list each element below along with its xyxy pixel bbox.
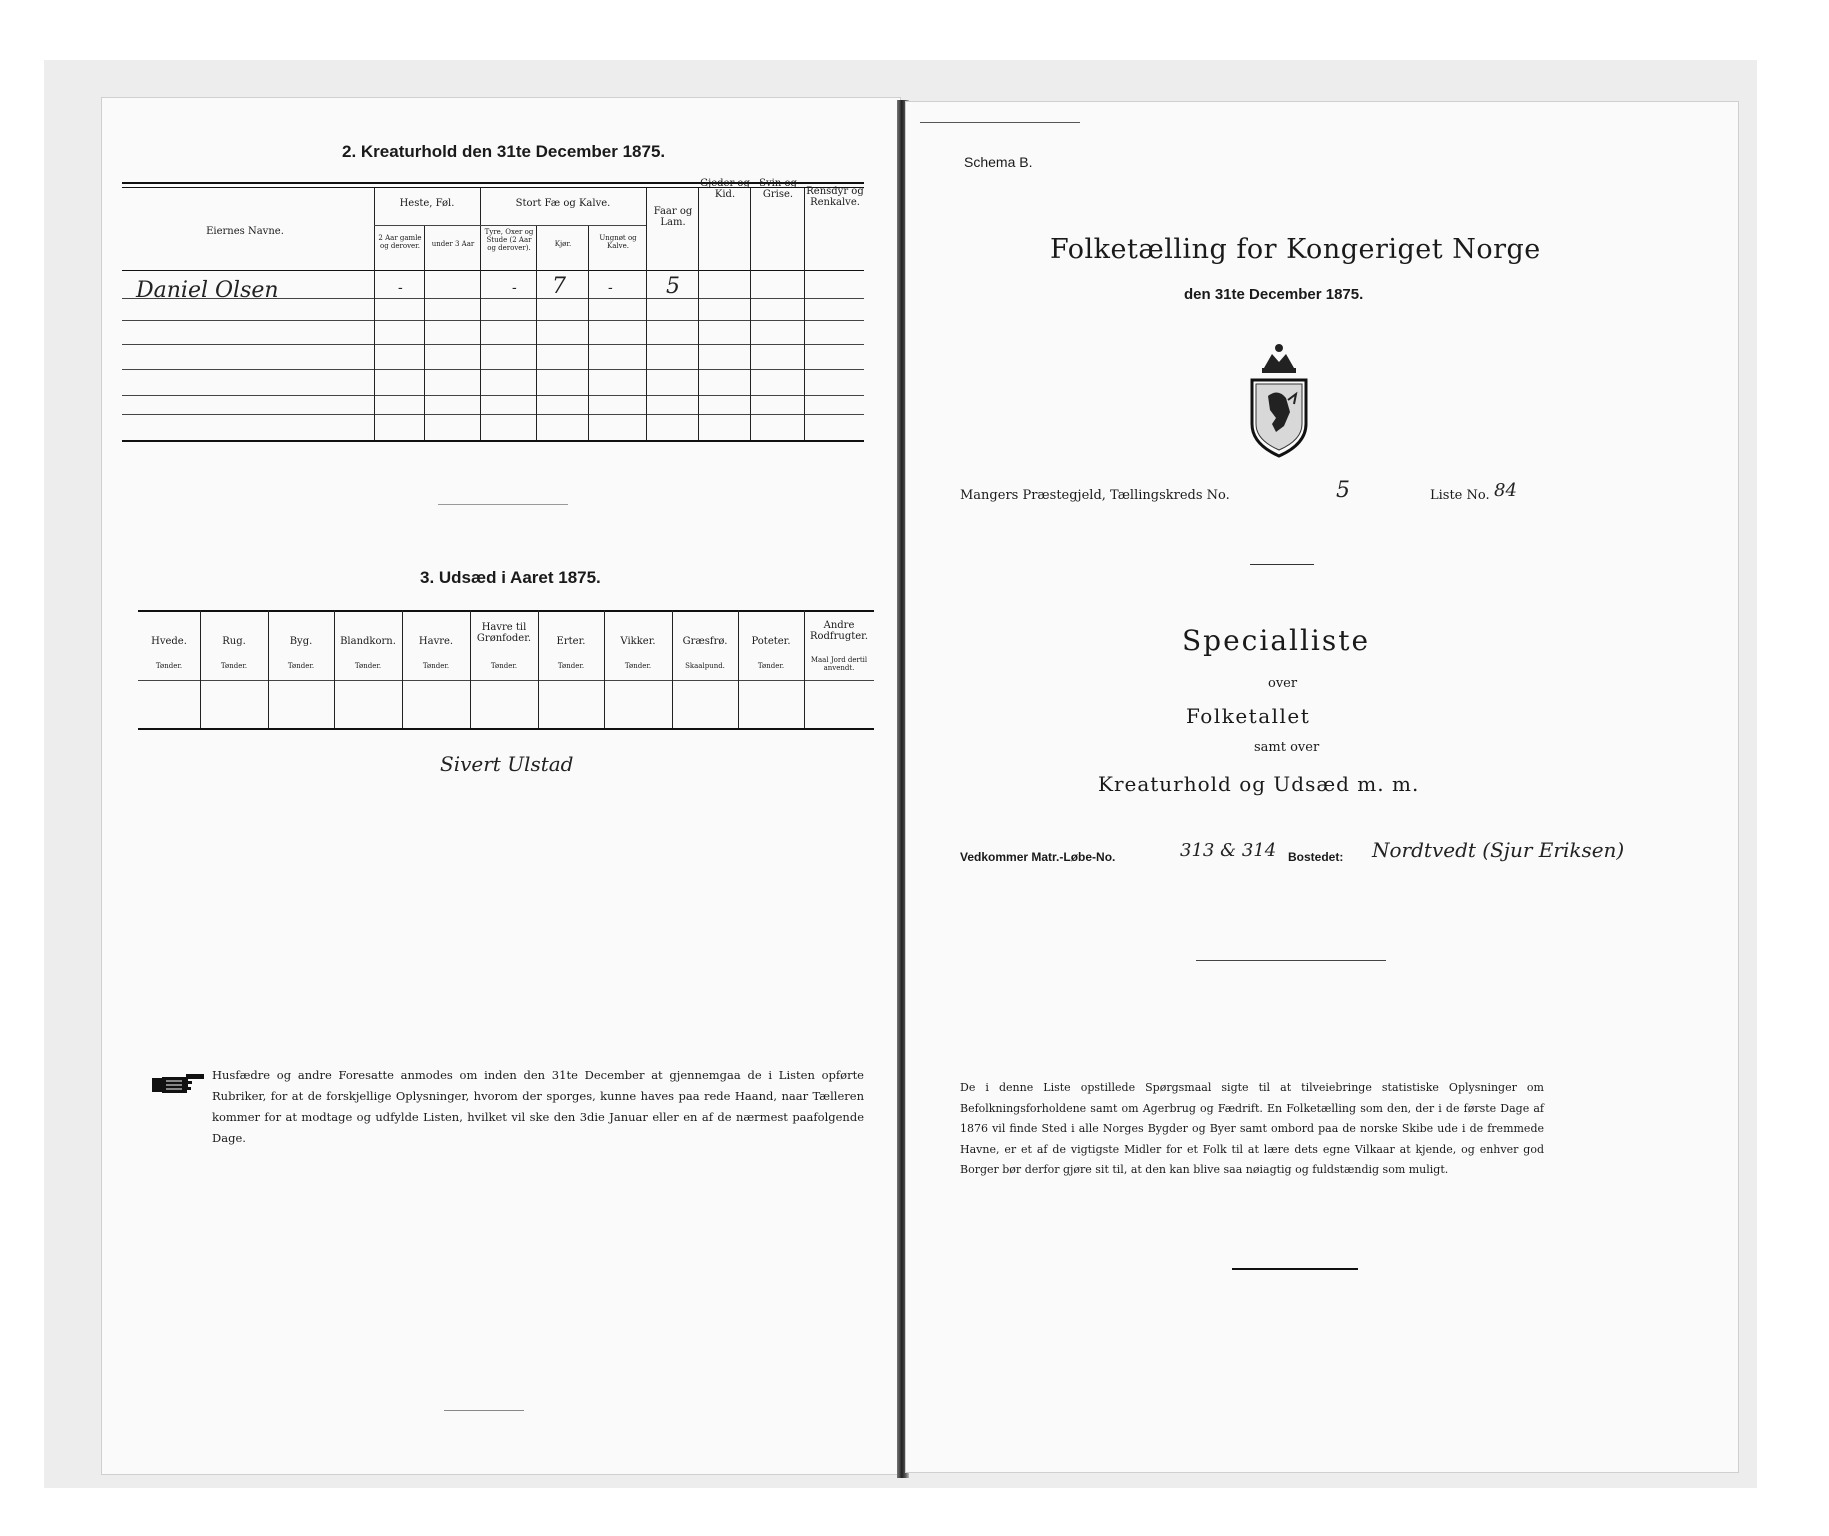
unit-havre-gronfoder: Tønder.	[490, 662, 518, 670]
horse-group-header: Heste, Føl.	[399, 198, 455, 209]
col-horse-young: under 3 Aar	[431, 240, 475, 248]
col-blandkorn: Blandkorn.	[340, 636, 396, 647]
col-rodfrugter: Andre Rodfrugter.	[809, 620, 869, 642]
district-number: 5	[1336, 478, 1350, 503]
census-date: den 31te December 1875.	[1184, 286, 1364, 303]
cattle-group-header: Stort Fæ og Kalve.	[515, 198, 611, 209]
divider	[438, 504, 568, 505]
unit-vikker: Tønder.	[624, 662, 652, 670]
coat-of-arms-icon	[1242, 340, 1316, 460]
samt-over-text: samt over	[1254, 740, 1320, 755]
col-erter: Erter.	[556, 636, 586, 647]
owner-header: Eiernes Navne.	[206, 226, 284, 237]
col-calves: Ungnøt og Kalve.	[599, 234, 637, 250]
value-cows: 7	[552, 274, 566, 299]
col-graesfro: Græsfrø.	[682, 636, 728, 647]
col-cows: Kjør.	[554, 240, 572, 248]
bottom-divider	[1232, 1268, 1358, 1270]
bosted-label: Bostedet:	[1288, 850, 1344, 864]
enumerator-signature: Sivert Ulstad	[440, 752, 574, 776]
col-rug: Rug.	[222, 636, 246, 647]
unit-graesfro: Skaalpund.	[685, 662, 725, 670]
left-page	[102, 98, 900, 1474]
over-text-1: over	[1268, 676, 1298, 691]
census-title: Folketælling for Kongeriget Norge	[1050, 234, 1541, 265]
mid-divider	[1196, 960, 1386, 961]
col-sheep: Faar og Lam.	[653, 206, 693, 228]
schema-label: Schema B.	[964, 154, 1033, 170]
specialliste-title: Specialliste	[1182, 624, 1371, 657]
matr-label: Vedkommer Matr.-Løbe-No.	[960, 850, 1116, 864]
district-line	[960, 488, 1230, 503]
pointing-hand-icon	[152, 1072, 208, 1096]
unit-byg: Tønder.	[287, 662, 315, 670]
unit-rug: Tønder.	[220, 662, 248, 670]
value-sheep: 5	[666, 274, 680, 299]
value-horse-old: -	[398, 280, 403, 296]
value-calves: -	[608, 280, 613, 296]
col-bulls: Tyre, Oxer og Stude (2 Aar og derover).	[484, 228, 534, 252]
matr-number: 313 & 314	[1180, 840, 1277, 861]
section-2-title: 2. Kreaturhold den 31te December 1875.	[342, 142, 666, 161]
top-rule	[920, 122, 1080, 123]
col-reindeer: Rensdyr og Renkalve.	[806, 186, 864, 208]
col-havre: Havre.	[418, 636, 454, 647]
kreaturhold-text: Kreaturhold og Udsæd m. m.	[1098, 772, 1420, 796]
short-divider	[1250, 564, 1314, 565]
owner-name: Daniel Olsen	[136, 278, 279, 303]
col-hvede: Hvede.	[151, 636, 187, 647]
col-poteter: Poteter.	[751, 636, 791, 647]
value-bulls: -	[512, 280, 517, 296]
notice-text: Husfædre og andre Foresatte anmodes om inden den 31te December at gjennemgaa de i Listen opførte Rubriker, for at de forskjellige Oplysninger, hvorom der sporges, kunne haves paa rede Haand, naar Tælleren kommer for at modtage og udfylde Listen, hvilket vil ske den 3die Januar eller en af de nærmest paafolgende Dage.	[212, 1068, 864, 1145]
district-label: Mangers Præstegjeld, Tællingskreds No.	[960, 488, 1230, 503]
col-goats: Gjeder og Kid.	[700, 178, 750, 200]
unit-havre: Tønder.	[422, 662, 450, 670]
unit-blandkorn: Tønder.	[354, 662, 382, 670]
bosted-value: Nordtvedt (Sjur Eriksen)	[1372, 838, 1625, 862]
unit-poteter: Tønder.	[757, 662, 785, 670]
col-havre-gronfoder: Havre til Grønfoder.	[476, 622, 532, 644]
unit-erter: Tønder.	[557, 662, 585, 670]
unit-rodfrugter: Maal Jord dertil anvendt.	[810, 656, 868, 672]
section-3-title: 3. Udsæd i Aaret 1875.	[420, 568, 601, 587]
col-pigs: Svin og Grise.	[759, 178, 797, 200]
liste-label: Liste No.	[1430, 488, 1490, 503]
liste-number: 84	[1494, 480, 1517, 501]
folketallet-text: Folketallet	[1186, 704, 1311, 728]
col-vikker: Vikker.	[620, 636, 656, 647]
footer-mark	[444, 1410, 524, 1411]
footer-text: De i denne Liste opstillede Spørgsmaal sigte til at tilveiebringe statistiske Oplysninger om Befolkningsforholdene samt om Agerbrug og Fædrift. En Folketælling som den, der i de første Dage af 1876 vil finde Sted i alle Norges Bygder og Byer samt ombord paa de norske Skibe ude i de fremmede Havne, er et af de vigtigste Midler for et Folk til at lære dets egne Vilkaar at kjende, og enhver god Borger bør derfor gjøre sit til, at den kan blive saa nøiagtig og fuldstændig som muligt.	[960, 1081, 1544, 1176]
col-byg: Byg.	[289, 636, 313, 647]
unit-hvede: Tønder.	[155, 662, 183, 670]
col-horse-old: 2 Aar gamle og derover.	[378, 234, 422, 250]
